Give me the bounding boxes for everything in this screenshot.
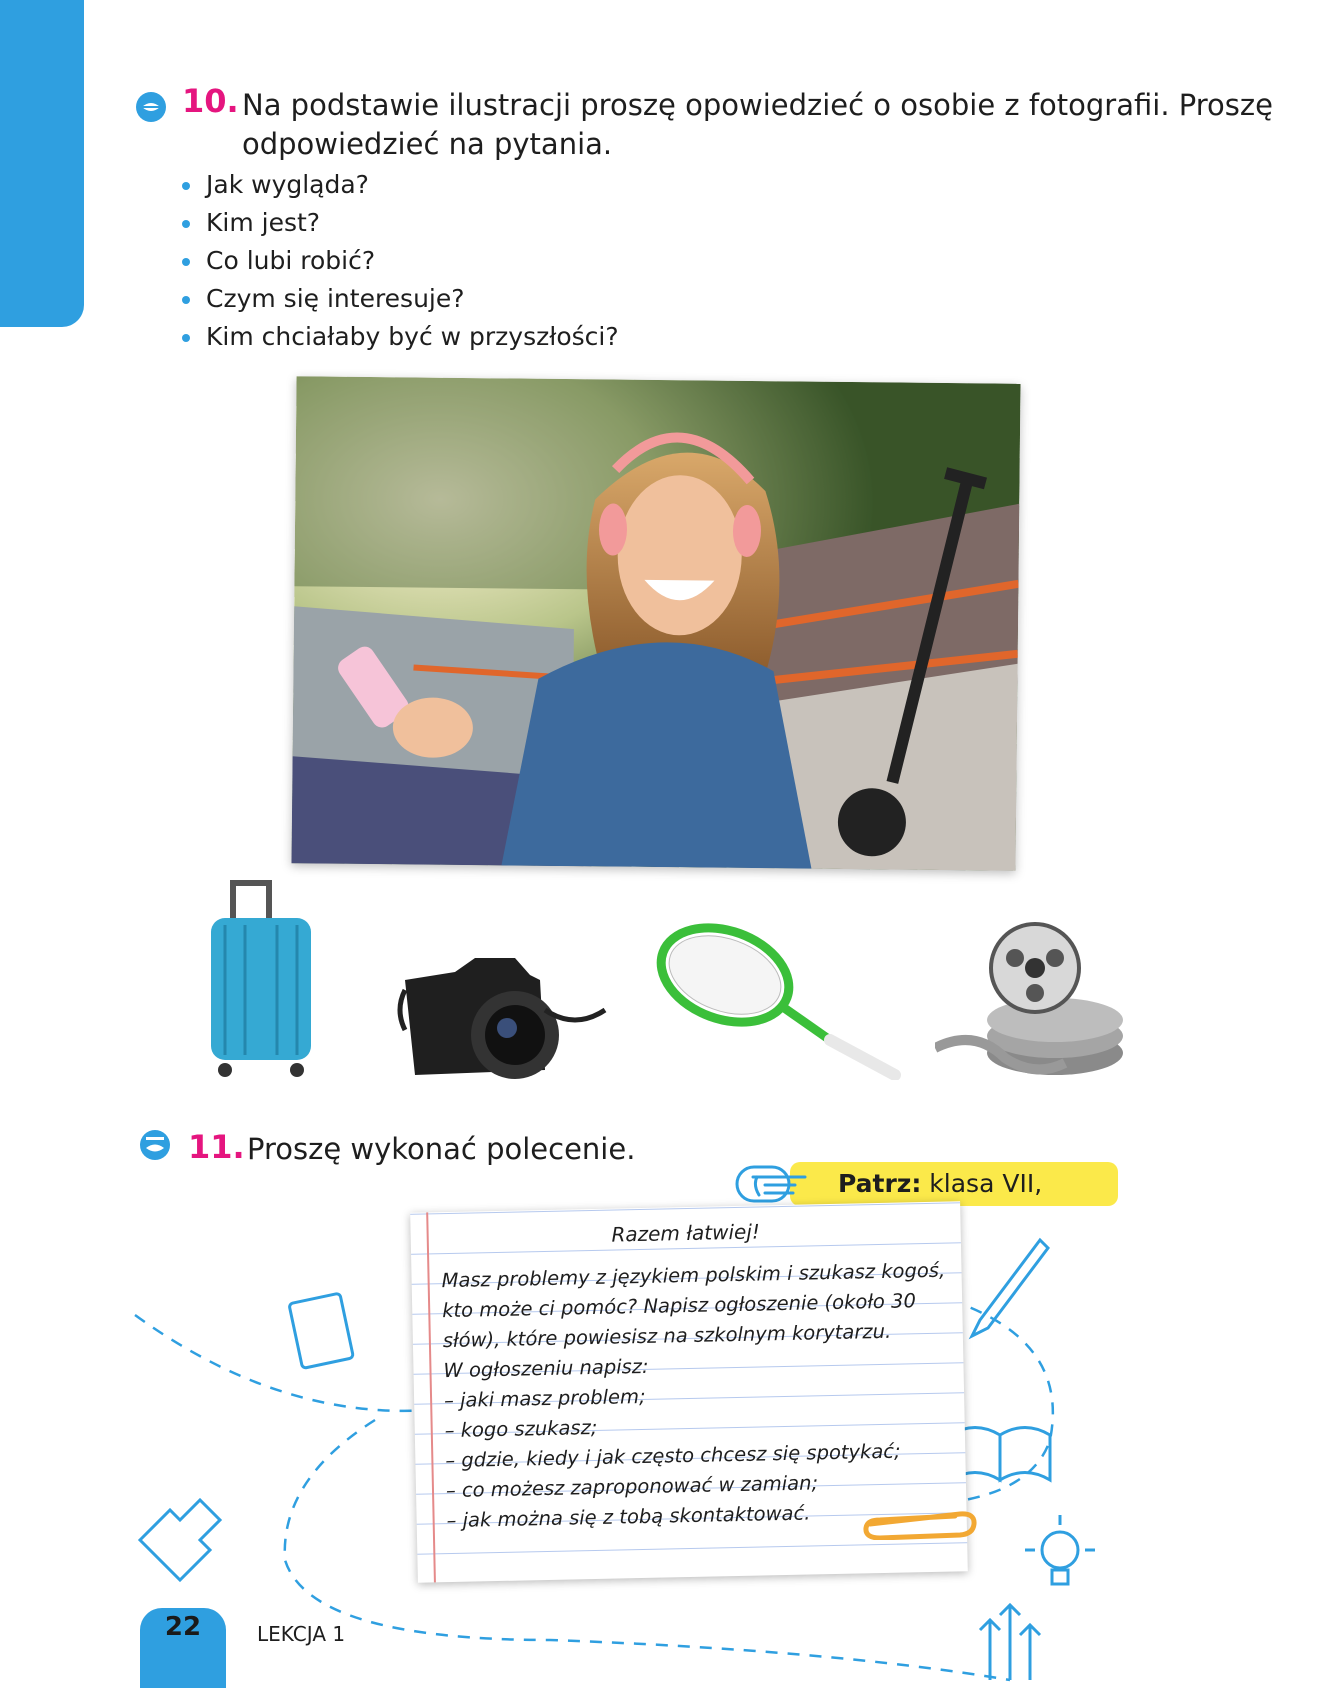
tennis-racket-icon [655,920,905,1080]
side-color-tab [0,0,84,327]
question-item: Jak wygląda? [176,166,619,204]
reference-label: Patrz: [838,1169,922,1198]
question-item: Kim jest? [176,204,619,242]
question-list [176,166,619,356]
film-reels-icon [935,918,1135,1088]
girl-photo [291,376,1020,871]
camera-icon [395,950,610,1095]
exercise-10-number: 10. [182,82,239,120]
reference-text: klasa VII, [929,1169,1043,1198]
exercise-11-instruction: Proszę wykonać polecenie. [247,1132,636,1166]
question-item: Kim chciałaby być w przyszłości? [176,318,619,356]
suitcase-icon [205,880,323,1080]
raised-hands-icon [980,1605,1040,1680]
page-number: 22 [164,1612,202,1642]
paperclip-icon [860,1500,980,1540]
note-body: Masz problemy z językiem polskim i szukasz kogoś, kto może ci pomóc? Napisz ogłoszenie (około 30 słów), które powiesisz na szkolnym korytarzu. W ogłoszeniu napisz: – jaki masz problem; – kogo szukasz; – gdzie, kiedy i jak często chcesz się spotykać; – co możesz zaproponować w zamian; – jak można się z tobą skontaktować. [441,1258,946,1533]
note-margin-line [426,1212,436,1582]
question-item: Czym się interesuje? [176,280,619,318]
pencil-icon [972,1240,1048,1336]
lesson-label: LEKCJA 1 [257,1622,346,1646]
note-title: Razem łatwiej! [611,1219,761,1247]
exercise-10-instruction-line1: Na podstawie ilustracji proszę opowiedzieć o osobie z fotografii. Proszę [242,88,1273,122]
speaking-lips-icon [136,92,166,122]
smiling-girl-with-headphones-and-phone-icon [291,376,1020,871]
puzzle-icon [140,1500,220,1580]
exercise-11-number: 11. [188,1128,245,1166]
book-icon [289,1293,354,1368]
writing-lips-icon [140,1130,170,1160]
exercise-10-instruction-line2: odpowiedzieć na pytania. [242,127,613,161]
lightbulb-icon [1025,1515,1095,1584]
question-item: Co lubi robić? [176,242,619,280]
